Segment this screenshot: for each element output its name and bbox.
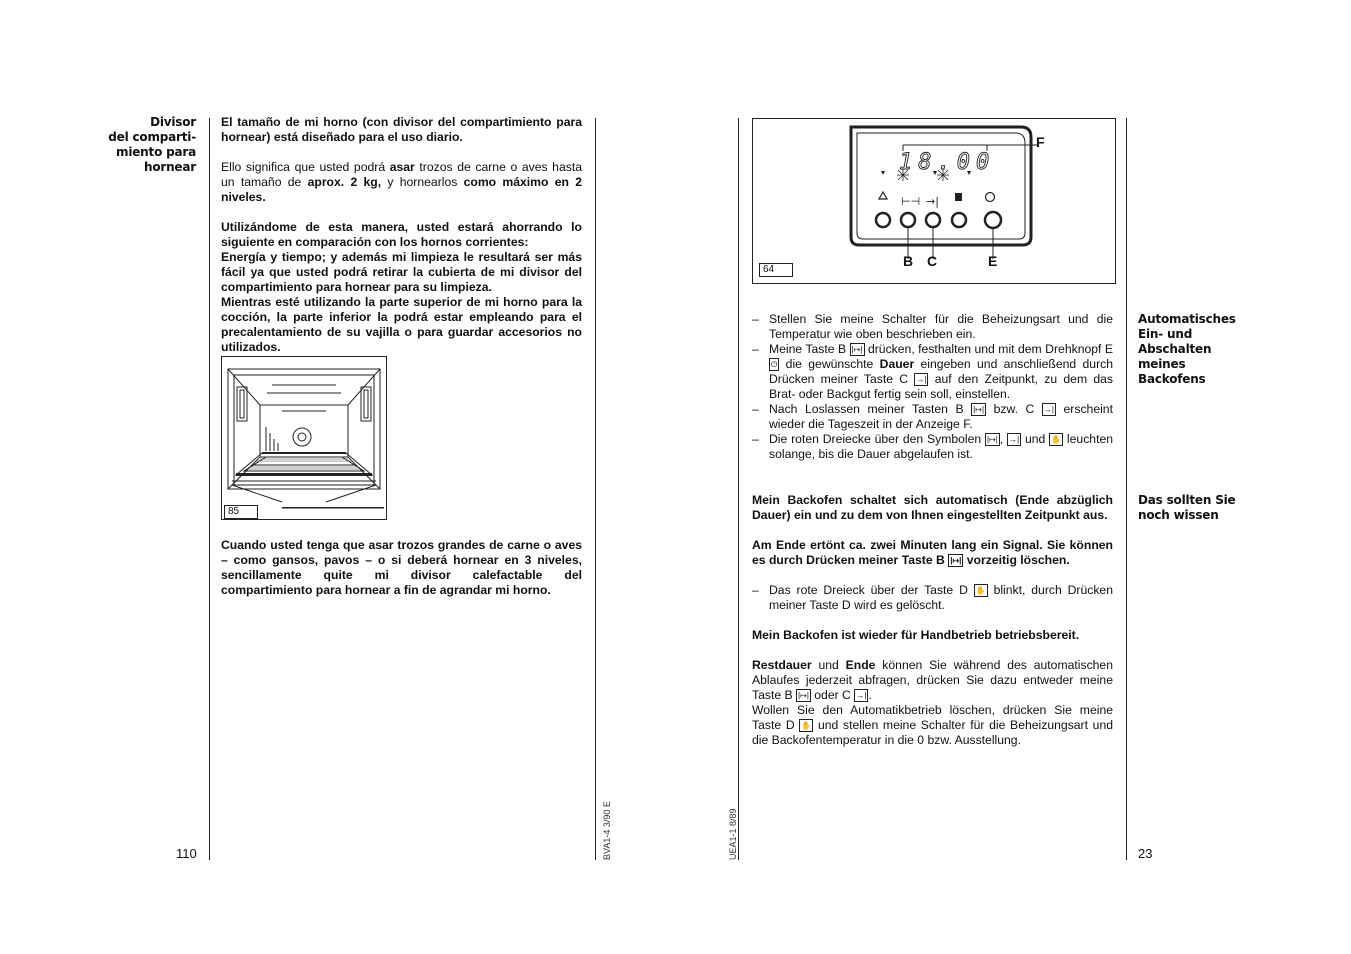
end-key-icon: →| (1043, 405, 1054, 415)
auto-switch-paragraph: Mein Backofen schaltet sich automatisch (Ende abzüglich Dauer) ein und zu dem von Ihnen eingestellten Zeitpunkt aus. (752, 493, 1113, 522)
svg-text:→|: →| (926, 195, 939, 208)
callout-f: F (1036, 134, 1045, 150)
duration-key-icon: |↦| (987, 435, 998, 445)
oven-figure (221, 356, 387, 520)
savings-paragraph: Utilizándome de esta manera, usted estará ahorrando lo siguiente en comparación con los hornos corrientes: (221, 220, 582, 249)
oven-interior-illustration (222, 357, 386, 519)
end-key-icon: →| (856, 691, 867, 701)
duration-key-icon: |↦| (798, 691, 809, 701)
duration-key-icon: |↦| (851, 345, 863, 355)
cancel-auto-paragraph: Wollen Sie den Automatikbetrieb löschen, drücken Sie meine Taste D ✋ und stellen meine Schalter für die Beheizungsart und die Backofentemperatur in die 0 bzw. Ausstellung. (752, 703, 1113, 747)
hand-key-icon: ✋ (975, 586, 986, 596)
callout-c: C (927, 253, 938, 269)
intro-paragraph: El tamaño de mi horno (con divisor del compartimiento para hornear) está diseñado para el uso diario. (221, 115, 582, 144)
left-bottom-body (221, 538, 582, 598)
step-2: – Meine Taste B |↦| drücken, festhalten und mit dem Drehknopf E ⏻ die gewünschte Dauer eingeben und anschließend durch Drücken meiner Taste C →| auf den Zeitpunkt, zu dem das Brat- oder Backgut fertig sein soll, einstellen. (752, 342, 1113, 402)
step-5: – Das rote Dreieck über der Taste D ✋ blinkt, durch Drücken meiner Taste D wird es gelöscht. (752, 583, 1113, 613)
right-body-steps (752, 312, 1113, 462)
signal-paragraph: Am Ende ertönt ca. zwei Minuten lang ein Signal. Sie können es durch Drücken meiner Taste B |↦| vorzeitig löschen. (752, 538, 1113, 567)
step-3: – Nach Loslassen meiner Tasten B |↦| bzw. C →| erscheint wieder die Tageszeit in der Anzeige F. (752, 402, 1113, 432)
usage-paragraph: Mientras esté utilizando la parte superior de mi horno para la cocción, la parte inferior la podrá estar empleando para el precalentamiento de su vajilla o para guardar accesorios no utilizados. (221, 295, 582, 354)
step-4: – Die roten Dreiecke über den Symbolen |↦| , →| und ✋ leuchten solange, bis die Dauer abgelaufen ist. (752, 432, 1113, 462)
right-sidebar-heading-notes: Das sollten Sie noch wissen (1138, 493, 1236, 522)
end-key-icon: →| (1009, 435, 1020, 445)
large-roast-paragraph: Cuando usted tenga que asar trozos grandes de carne o aves – como gansos, pavos – o si deberá hornear en 3 niveles, sencillamente quite mi divisor calefactable del compartimiento para hornear a fin de agrandar mi horno. (221, 538, 582, 597)
callout-e: E (988, 253, 998, 269)
left-page-rule (209, 118, 210, 860)
duration-key-icon: |↦| (950, 556, 962, 566)
right-body-notes (752, 493, 1113, 748)
figure-number-64: 64 (759, 263, 793, 277)
step-1: – Stellen Sie meine Schalter für die Beheizungsart und die Temperatur wie oben beschrieben ein. (752, 312, 1113, 342)
left-sidebar-heading: Divisor del comparti- miento para hornear (108, 115, 196, 174)
remaining-time-paragraph: Restdauer und Ende können Sie während des automatischen Ablaufes jederzeit abfragen, drücken Sie dazu entweder meine Taste B |↦| oder C →| . (752, 658, 1113, 702)
right-sidebar-heading-automatic: Automatisches Ein- und Abschalten meines Backofens (1138, 312, 1236, 386)
hand-key-icon: ✋ (1051, 435, 1062, 445)
right-page-left-rule (738, 118, 739, 860)
manual-mode-paragraph: Mein Backofen ist wieder für Handbetrieb betriebsbereit. (752, 628, 1080, 642)
figure-number-85: 85 (224, 505, 258, 519)
duration-key-icon: |↦| (973, 405, 985, 415)
energy-paragraph: Energía y tiempo; y además mi limpieza le resultará ser más fácil ya que usted podrá retirar la cubierta de mi divisor del compartimiento para hornear para su limpieza. (221, 250, 582, 294)
left-page-number: 110 (176, 846, 197, 861)
right-page-rule (1126, 118, 1127, 860)
svg-text:⊢⊣: ⊢⊣ (901, 195, 921, 208)
left-body (221, 115, 582, 355)
hand-key-icon: ✋ (801, 721, 812, 731)
right-page-number: 23 (1138, 846, 1153, 861)
size-paragraph: Ello significa que usted podrá asar trozos de carne o aves hasta un tamaño de aprox. 2 kg, y hornearlos como máximo en 2 niveles. (221, 160, 583, 204)
control-panel-figure (752, 118, 1116, 284)
end-key-icon: →| (916, 375, 927, 385)
display-digits: 18.00 (899, 150, 996, 175)
left-margin-code: BVA1-4 3/90 E (602, 801, 612, 860)
power-knob-icon: ⏻ (771, 360, 778, 370)
callout-b: B (903, 253, 914, 269)
left-page-right-rule (595, 118, 596, 860)
right-margin-code: UEA1-1 8/89 (728, 808, 738, 860)
